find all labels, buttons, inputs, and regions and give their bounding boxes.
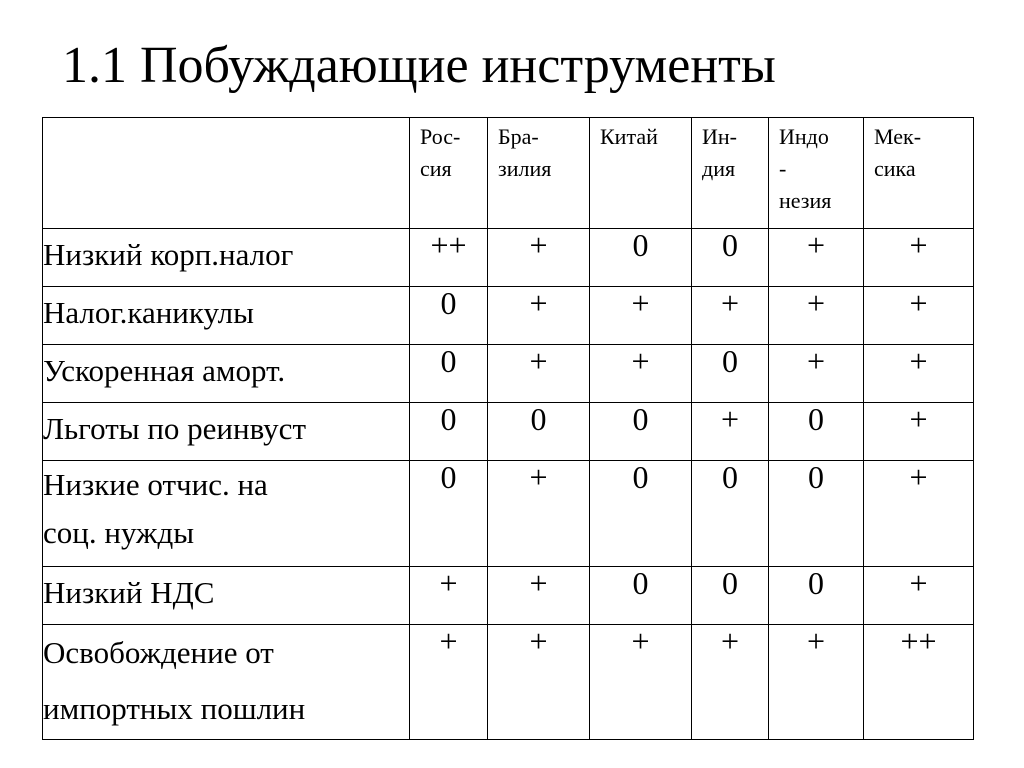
row-label [43, 461, 410, 567]
value-cell: + [488, 345, 590, 403]
column-header-line: сика [874, 156, 916, 181]
incentives-table [42, 117, 974, 740]
column-header-line: Индо [779, 124, 829, 149]
column-header-line: Мек- [874, 124, 922, 149]
value-cell: + [692, 287, 769, 345]
column-header-line: сия [420, 156, 452, 181]
value-cell: + [864, 567, 974, 625]
value-cell: + [864, 461, 974, 567]
column-header-indonesia [769, 118, 864, 229]
column-header-mexico [864, 118, 974, 229]
value-cell: 0 [769, 567, 864, 625]
value-cell: 0 [410, 287, 488, 345]
value-cell: + [769, 345, 864, 403]
column-header-line: зилия [498, 156, 552, 181]
value-cell: + [488, 625, 590, 740]
value-cell: 0 [769, 461, 864, 567]
row-label [43, 625, 410, 740]
value-cell: ++ [410, 229, 488, 287]
value-cell: 0 [590, 403, 692, 461]
value-cell: + [488, 287, 590, 345]
table-row [43, 345, 974, 403]
column-header-line: Рос- [420, 124, 461, 149]
column-header-line: незия [779, 188, 832, 213]
value-cell: ++ [864, 625, 974, 740]
value-cell: + [864, 229, 974, 287]
value-cell: + [410, 625, 488, 740]
column-header-line: - [779, 156, 787, 181]
value-cell: 0 [692, 345, 769, 403]
value-cell: + [488, 229, 590, 287]
table-row [43, 567, 974, 625]
value-cell: 0 [488, 403, 590, 461]
value-cell: + [769, 229, 864, 287]
value-cell: + [692, 403, 769, 461]
value-cell: + [864, 345, 974, 403]
value-cell: + [488, 567, 590, 625]
value-cell: 0 [590, 229, 692, 287]
column-header-brazil [488, 118, 590, 229]
row-label-line: Налог.каникулы [43, 295, 254, 330]
column-header-russia [410, 118, 488, 229]
value-cell: 0 [769, 403, 864, 461]
column-header-china [590, 118, 692, 229]
value-cell: + [590, 625, 692, 740]
column-header-india [692, 118, 769, 229]
value-cell: 0 [410, 461, 488, 567]
row-label-line: Ускоренная аморт. [43, 353, 286, 388]
row-label [43, 287, 410, 345]
value-cell: 0 [590, 461, 692, 567]
value-cell: + [410, 567, 488, 625]
table-row [43, 229, 974, 287]
table-row [43, 287, 974, 345]
value-cell: + [864, 403, 974, 461]
value-cell: 0 [410, 345, 488, 403]
value-cell: 0 [692, 567, 769, 625]
row-label-line: Льготы по реинвуст [43, 411, 306, 446]
row-label [43, 403, 410, 461]
value-cell: + [488, 461, 590, 567]
row-label [43, 345, 410, 403]
row-label-line: Низкие отчис. на [43, 467, 268, 502]
row-label-line: Освобождение от [43, 635, 274, 670]
row-label-line: импортных пошлин [43, 691, 306, 726]
value-cell: 0 [410, 403, 488, 461]
value-cell: 0 [692, 461, 769, 567]
column-header-line: Китай [600, 124, 658, 149]
header-row [43, 118, 974, 229]
table-row [43, 403, 974, 461]
value-cell: + [692, 625, 769, 740]
table-row [43, 461, 974, 567]
column-header-line: дия [702, 156, 736, 181]
corner-cell [43, 118, 410, 229]
table-row [43, 625, 974, 740]
value-cell: + [590, 287, 692, 345]
row-label [43, 567, 410, 625]
value-cell: 0 [692, 229, 769, 287]
row-label-line: Низкий корп.налог [43, 237, 294, 272]
value-cell: + [864, 287, 974, 345]
row-label-line: Низкий НДС [43, 575, 215, 610]
row-label [43, 229, 410, 287]
value-cell: + [590, 345, 692, 403]
value-cell: 0 [590, 567, 692, 625]
column-header-line: Бра- [498, 124, 539, 149]
column-header-line: Ин- [702, 124, 737, 149]
value-cell: + [769, 625, 864, 740]
value-cell: + [769, 287, 864, 345]
slide-title: 1.1 Побуждающие инструменты [62, 37, 776, 94]
row-label-line: соц. нужды [43, 515, 195, 550]
